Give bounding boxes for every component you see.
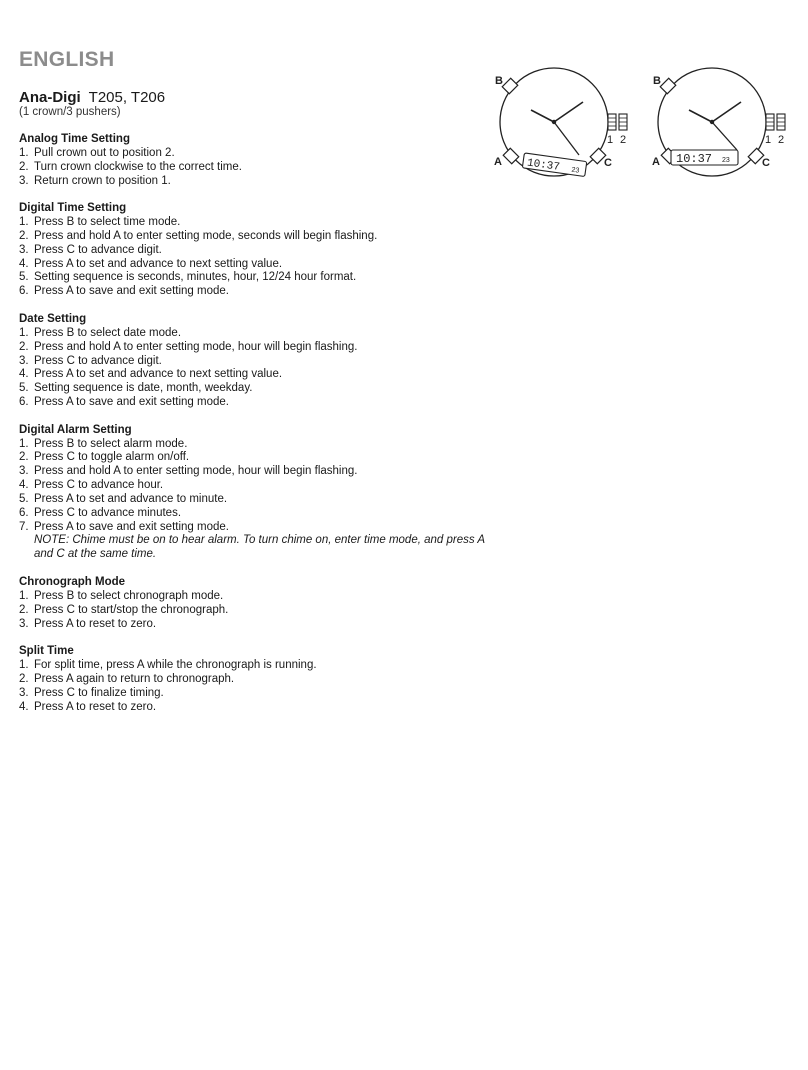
section-analog-time-setting xyxy=(19,133,489,188)
step-number: 7. xyxy=(19,520,29,533)
step-text: Return crown to position 1. xyxy=(34,174,171,187)
lcd-date: 23 xyxy=(722,157,730,164)
step-number: 6. xyxy=(19,506,29,519)
step-text: Pull crown out to position 2. xyxy=(34,146,175,159)
step-text: Press and hold A to enter setting mode, hour will begin flashing. xyxy=(34,340,358,353)
pusher-c-label: C xyxy=(604,157,612,169)
step-text: Press A again to return to chronograph. xyxy=(34,672,235,685)
list-item xyxy=(19,341,489,355)
section-title: Date Setting xyxy=(19,312,87,325)
lcd-time: 10:37 xyxy=(526,157,561,174)
watch-diagram-1 xyxy=(490,66,640,186)
watch-diagrams xyxy=(490,66,800,186)
step-text: Press and hold A to enter setting mode, seconds will begin flashing. xyxy=(34,229,378,242)
section-title: Analog Time Setting xyxy=(19,133,130,145)
step-text: Press C to advance minutes. xyxy=(34,506,182,519)
step-number: 3. xyxy=(19,465,29,478)
step-text: Press B to select alarm mode. xyxy=(34,437,188,450)
step-text: Press A to set and advance to minute. xyxy=(34,492,228,505)
list-item xyxy=(19,355,489,369)
list-item xyxy=(19,368,489,382)
lcd-date: 23 xyxy=(570,166,580,175)
hand-pivot xyxy=(552,120,556,124)
pusher-b-label: B xyxy=(495,75,503,87)
pusher-a-label: A xyxy=(494,156,502,168)
step-text: Press A to save and exit setting mode. xyxy=(34,285,229,298)
step-number: 6. xyxy=(19,396,29,409)
list-item xyxy=(19,161,489,175)
step-text: Press A to save and exit setting mode. xyxy=(34,520,229,533)
list-item xyxy=(19,507,489,521)
language-heading: ENGLISH xyxy=(19,48,115,71)
step-text: Press C to toggle alarm on/off. xyxy=(34,451,190,464)
step-text: Press C to advance digit. xyxy=(34,243,162,256)
step-number: 3. xyxy=(19,354,29,367)
step-text: Press C to start/stop the chronograph. xyxy=(34,603,229,616)
step-list xyxy=(19,590,489,632)
step-number: 5. xyxy=(19,492,29,505)
list-item xyxy=(19,230,489,244)
step-text: Press C to advance hour. xyxy=(34,479,164,492)
crown-position-1: 1 xyxy=(607,134,614,146)
step-number: 5. xyxy=(19,382,29,395)
list-item xyxy=(19,285,489,299)
step-text: Press and hold A to enter setting mode, hour will begin flashing. xyxy=(34,465,358,478)
step-list xyxy=(19,659,489,714)
pusher-c-label: C xyxy=(762,157,770,169)
list-item xyxy=(19,673,489,687)
list-item xyxy=(19,147,489,161)
step-number: 2. xyxy=(19,672,29,685)
step-text: Press C to finalize timing. xyxy=(34,686,164,699)
alarm-note: NOTE: Chime must be on to hear alarm. To turn chime on, enter time mode, and press A and C at the same time. xyxy=(34,534,485,561)
crown[interactable] xyxy=(766,114,785,130)
list-item xyxy=(19,382,489,396)
step-list xyxy=(19,147,489,189)
list-item xyxy=(19,451,489,465)
step-number: 1. xyxy=(19,659,29,672)
model-title xyxy=(19,89,165,106)
crown-position-2: 2 xyxy=(778,134,785,146)
list-item xyxy=(19,271,489,285)
model-name: Ana-Digi xyxy=(19,89,81,106)
step-text: Press A to save and exit setting mode. xyxy=(34,396,229,409)
section-digital-time-setting xyxy=(19,202,489,299)
list-item xyxy=(19,701,489,715)
step-number: 1. xyxy=(19,437,29,450)
list-item xyxy=(19,465,489,479)
hand-pivot xyxy=(710,120,714,124)
list-item xyxy=(19,175,489,189)
step-list xyxy=(19,438,489,535)
list-item xyxy=(19,493,489,507)
list-item xyxy=(19,244,489,258)
lcd-display xyxy=(671,150,738,166)
crown-position-2: 2 xyxy=(620,134,627,146)
watch-diagram-2 xyxy=(648,66,798,186)
pusher-b-label: B xyxy=(653,75,661,87)
step-text: Press A to set and advance to next setting value. xyxy=(34,257,283,270)
step-number: 1. xyxy=(19,589,29,602)
step-number: 3. xyxy=(19,617,29,630)
pusher-a-label: A xyxy=(652,156,660,168)
step-text: Press B to select date mode. xyxy=(34,326,182,339)
step-number: 1. xyxy=(19,146,29,159)
list-item xyxy=(19,687,489,701)
list-item xyxy=(19,396,489,410)
instructions xyxy=(19,133,489,728)
list-item xyxy=(19,327,489,341)
step-number: 5. xyxy=(19,271,29,284)
step-number: 2. xyxy=(19,229,29,242)
step-number: 3. xyxy=(19,686,29,699)
step-number: 4. xyxy=(19,479,29,492)
list-item xyxy=(19,258,489,272)
step-text: Setting sequence is date, month, weekday. xyxy=(34,382,253,395)
step-number: 2. xyxy=(19,340,29,353)
step-text: Press A to reset to zero. xyxy=(34,617,157,630)
list-item xyxy=(19,216,489,230)
crown[interactable] xyxy=(608,114,627,130)
step-number: 3. xyxy=(19,243,29,256)
step-number: 2. xyxy=(19,451,29,464)
step-number: 1. xyxy=(19,326,29,339)
step-text: For split time, press A while the chronograph is running. xyxy=(34,659,317,672)
model-numbers: T205, T206 xyxy=(88,89,166,106)
step-number: 1. xyxy=(19,216,29,229)
list-item xyxy=(19,659,489,673)
step-number: 4. xyxy=(19,700,29,713)
list-item xyxy=(19,618,489,632)
step-number: 2. xyxy=(19,603,29,616)
section-date-setting xyxy=(19,313,489,410)
step-text: Press B to select time mode. xyxy=(34,216,181,229)
step-text: Setting sequence is seconds, minutes, hour, 12/24 hour format. xyxy=(34,271,357,284)
section-chronograph-mode xyxy=(19,576,489,631)
step-text: Press C to advance digit. xyxy=(34,354,162,367)
step-text: Press B to select chronograph mode. xyxy=(34,589,224,602)
list-item xyxy=(19,590,489,604)
section-title: Digital Time Setting xyxy=(19,202,127,215)
step-text: Turn crown clockwise to the correct time. xyxy=(34,160,242,173)
step-number: 4. xyxy=(19,257,29,270)
step-number: 3. xyxy=(19,174,29,187)
list-item xyxy=(19,438,489,452)
step-list xyxy=(19,216,489,299)
section-digital-alarm-setting xyxy=(19,424,489,562)
step-list xyxy=(19,327,489,410)
section-title: Split Time xyxy=(19,645,74,658)
list-item xyxy=(19,479,489,493)
crown-position-1: 1 xyxy=(765,134,772,146)
step-number: 4. xyxy=(19,368,29,381)
model-subtitle: (1 crown/3 pushers) xyxy=(19,106,121,118)
step-number: 6. xyxy=(19,285,29,298)
section-title: Digital Alarm Setting xyxy=(19,423,132,436)
step-text: Press A to set and advance to next setting value. xyxy=(34,368,283,381)
step-text: Press A to reset to zero. xyxy=(34,700,157,713)
list-item xyxy=(19,604,489,618)
lcd-time: 10:37 xyxy=(676,152,713,166)
list-item xyxy=(19,521,489,535)
step-number: 2. xyxy=(19,160,29,173)
section-title: Chronograph Mode xyxy=(19,576,126,588)
section-split-time xyxy=(19,645,489,714)
